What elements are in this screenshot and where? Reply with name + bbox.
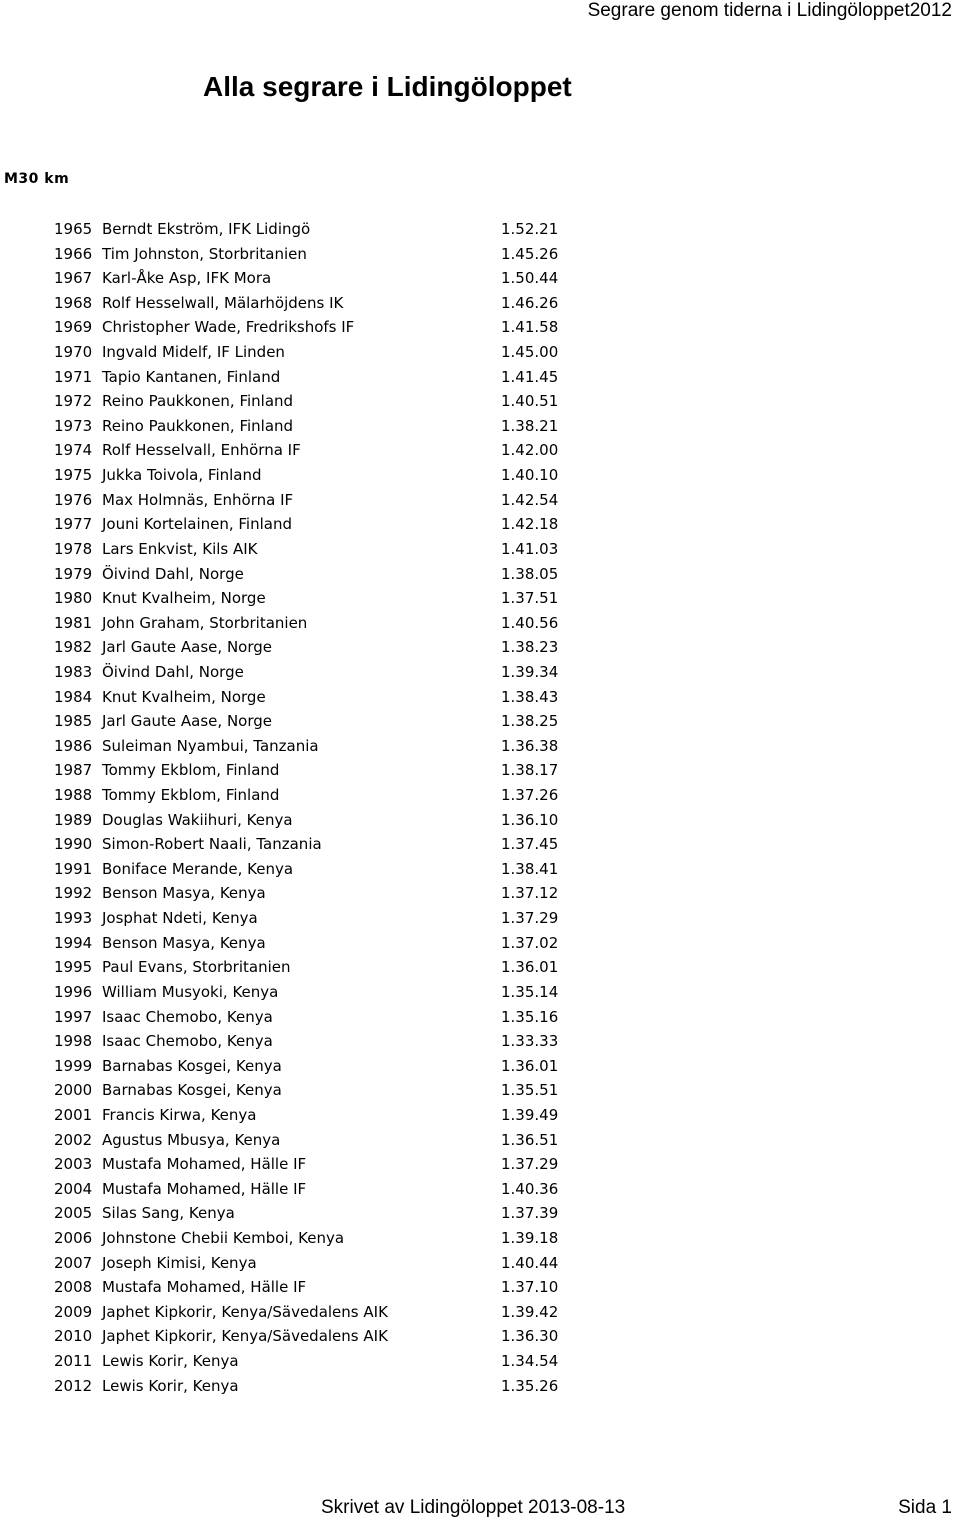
result-row <box>0 711 600 736</box>
result-year: 1990 <box>54 835 93 854</box>
result-row <box>0 1376 600 1401</box>
running-header: Segrare genom tiderna i Lidingöloppet2012 <box>587 0 952 21</box>
result-time: 1.35.51 <box>501 1081 559 1100</box>
result-year: 2000 <box>54 1081 93 1100</box>
result-time: 1.42.54 <box>501 490 559 509</box>
result-year: 2006 <box>54 1228 93 1247</box>
result-winner: Jarl Gaute Aase, Norge <box>102 638 273 657</box>
result-year: 1993 <box>54 909 93 928</box>
result-time: 1.37.45 <box>501 835 559 854</box>
result-winner: Benson Masya, Kenya <box>102 933 266 952</box>
result-winner: Reino Paukkonen, Finland <box>102 392 294 411</box>
result-row <box>0 367 600 392</box>
result-winner: Boniface Merande, Kenya <box>102 859 294 878</box>
result-time: 1.38.25 <box>501 712 559 731</box>
result-time: 1.35.16 <box>501 1007 559 1026</box>
result-row <box>0 244 600 269</box>
result-year: 2004 <box>54 1179 93 1198</box>
result-time: 1.39.42 <box>501 1302 559 1321</box>
result-row <box>0 219 600 244</box>
result-row <box>0 908 600 933</box>
result-row <box>0 687 600 712</box>
result-winner: Jouni Kortelainen, Finland <box>102 515 292 534</box>
result-winner: Tommy Ekblom, Finland <box>102 761 280 780</box>
result-time: 1.36.10 <box>501 810 559 829</box>
result-year: 2007 <box>54 1253 93 1272</box>
result-time: 1.34.54 <box>501 1352 559 1371</box>
result-year: 1998 <box>54 1032 93 1051</box>
result-year: 1977 <box>54 515 93 534</box>
result-winner: Mustafa Mohamed, Hälle IF <box>102 1155 307 1174</box>
result-winner: Japhet Kipkorir, Kenya/Sävedalens AIK <box>102 1327 388 1346</box>
result-winner: Paul Evans, Storbritanien <box>102 958 291 977</box>
result-winner: Isaac Chemobo, Kenya <box>102 1007 273 1026</box>
result-time: 1.40.56 <box>501 613 559 632</box>
result-year: 1974 <box>54 441 93 460</box>
result-row <box>0 1179 600 1204</box>
result-row <box>0 957 600 982</box>
result-year: 1975 <box>54 466 93 485</box>
result-winner: Agustus Mbusya, Kenya <box>102 1130 281 1149</box>
result-winner: Knut Kvalheim, Norge <box>102 589 266 608</box>
result-year: 1985 <box>54 712 93 731</box>
result-year: 1991 <box>54 859 93 878</box>
result-time: 1.36.38 <box>501 736 559 755</box>
result-winner: Johnstone Chebii Kemboi, Kenya <box>102 1228 345 1247</box>
result-row <box>0 613 600 638</box>
result-time: 1.41.58 <box>501 318 559 337</box>
result-year: 1966 <box>54 244 93 263</box>
result-row <box>0 883 600 908</box>
result-year: 2012 <box>54 1376 93 1395</box>
result-winner: Mustafa Mohamed, Hälle IF <box>102 1278 307 1297</box>
result-winner: Douglas Wakiihuri, Kenya <box>102 810 293 829</box>
result-winner: Berndt Ekström, IFK Lidingö <box>102 220 311 238</box>
result-winner: Joseph Kimisi, Kenya <box>102 1253 257 1272</box>
result-year: 1986 <box>54 736 93 755</box>
result-time: 1.52.21 <box>501 220 559 238</box>
result-time: 1.39.18 <box>501 1228 559 1247</box>
result-time: 1.40.51 <box>501 392 559 411</box>
result-time: 1.37.39 <box>501 1204 559 1223</box>
result-year: 1969 <box>54 318 93 337</box>
result-time: 1.41.45 <box>501 367 559 386</box>
result-year: 1992 <box>54 884 93 903</box>
result-time: 1.37.10 <box>501 1278 559 1297</box>
result-row <box>0 1007 600 1032</box>
footer-written-by: Skrivet av Lidingöloppet 2013-08-13 <box>321 1497 626 1518</box>
result-time: 1.36.30 <box>501 1327 559 1346</box>
result-year: 1987 <box>54 761 93 780</box>
result-time: 1.38.21 <box>501 416 559 435</box>
result-winner: Suleiman Nyambui, Tanzania <box>102 736 319 755</box>
result-year: 1976 <box>54 490 93 509</box>
result-year: 2003 <box>54 1155 93 1174</box>
result-year: 1982 <box>54 638 93 657</box>
result-winner: Max Holmnäs, Enhörna IF <box>102 490 294 509</box>
result-year: 1996 <box>54 982 93 1001</box>
result-row <box>0 1326 600 1351</box>
result-winner: Lewis Korir, Kenya <box>102 1352 239 1371</box>
result-time: 1.35.14 <box>501 982 559 1001</box>
result-winner: Isaac Chemobo, Kenya <box>102 1032 273 1051</box>
result-year: 1971 <box>54 367 93 386</box>
result-row <box>0 465 600 490</box>
result-time: 1.37.29 <box>501 909 559 928</box>
result-year: 1994 <box>54 933 93 952</box>
result-row <box>0 1080 600 1105</box>
result-year: 1967 <box>54 269 93 288</box>
result-year: 1989 <box>54 810 93 829</box>
result-row <box>0 539 600 564</box>
result-winner: Tapio Kantanen, Finland <box>102 367 281 386</box>
result-row <box>0 440 600 465</box>
result-time: 1.37.26 <box>501 786 559 805</box>
result-time: 1.39.49 <box>501 1105 559 1124</box>
result-year: 2005 <box>54 1204 93 1223</box>
result-row <box>0 317 600 342</box>
result-winner: William Musyoki, Kenya <box>102 982 279 1001</box>
result-time: 1.40.44 <box>501 1253 559 1272</box>
result-year: 2001 <box>54 1105 93 1124</box>
result-row <box>0 268 600 293</box>
result-row <box>0 1228 600 1253</box>
result-row <box>0 1203 600 1228</box>
result-time: 1.40.36 <box>501 1179 559 1198</box>
result-year: 1999 <box>54 1056 93 1075</box>
result-year: 2008 <box>54 1278 93 1297</box>
result-winner: Francis Kirwa, Kenya <box>102 1105 257 1124</box>
result-winner: Lars Enkvist, Kils AIK <box>102 539 258 558</box>
result-row <box>0 1253 600 1278</box>
result-winner: Ingvald Midelf, IF Linden <box>102 343 285 362</box>
result-winner: Rolf Hesselwall, Mälarhöjdens IK <box>102 293 344 312</box>
result-row <box>0 391 600 416</box>
result-time: 1.36.01 <box>501 1056 559 1075</box>
result-winner: Japhet Kipkorir, Kenya/Sävedalens AIK <box>102 1302 388 1321</box>
result-row <box>0 1031 600 1056</box>
result-row <box>0 490 600 515</box>
result-year: 1995 <box>54 958 93 977</box>
result-winner: Öivind Dahl, Norge <box>102 564 244 583</box>
result-time: 1.39.34 <box>501 662 559 681</box>
result-winner: Mustafa Mohamed, Hälle IF <box>102 1179 307 1198</box>
result-time: 1.38.43 <box>501 687 559 706</box>
result-year: 1988 <box>54 786 93 805</box>
result-year: 2002 <box>54 1130 93 1149</box>
result-time: 1.38.05 <box>501 564 559 583</box>
result-winner: Josphat Ndeti, Kenya <box>102 909 258 928</box>
result-winner: Jarl Gaute Aase, Norge <box>102 712 273 731</box>
result-year: 1972 <box>54 392 93 411</box>
result-winner: Öivind Dahl, Norge <box>102 662 244 681</box>
result-time: 1.46.26 <box>501 293 559 312</box>
results-list <box>0 219 600 1400</box>
result-winner: Tommy Ekblom, Finland <box>102 786 280 805</box>
result-winner: Karl-Åke Asp, IFK Mora <box>102 269 272 288</box>
result-time: 1.37.51 <box>501 589 559 608</box>
result-winner: Knut Kvalheim, Norge <box>102 687 266 706</box>
result-row <box>0 736 600 761</box>
result-winner: Barnabas Kosgei, Kenya <box>102 1056 282 1075</box>
result-year: 1968 <box>54 293 93 312</box>
result-row <box>0 637 600 662</box>
result-time: 1.42.18 <box>501 515 559 534</box>
result-winner: Silas Sang, Kenya <box>102 1204 235 1223</box>
result-row <box>0 859 600 884</box>
result-winner: John Graham, Storbritanien <box>102 613 308 632</box>
result-row <box>0 293 600 318</box>
result-year: 2010 <box>54 1327 93 1346</box>
result-row <box>0 785 600 810</box>
result-row <box>0 1277 600 1302</box>
result-time: 1.37.29 <box>501 1155 559 1174</box>
result-time: 1.41.03 <box>501 539 559 558</box>
result-row <box>0 514 600 539</box>
result-year: 1965 <box>54 220 93 238</box>
result-year: 2011 <box>54 1352 93 1371</box>
result-time: 1.36.01 <box>501 958 559 977</box>
result-time: 1.38.41 <box>501 859 559 878</box>
result-row <box>0 1154 600 1179</box>
result-winner: Tim Johnston, Storbritanien <box>102 244 307 263</box>
result-row <box>0 1351 600 1376</box>
result-row <box>0 1105 600 1130</box>
result-time: 1.38.23 <box>501 638 559 657</box>
result-year: 1973 <box>54 416 93 435</box>
result-year: 2009 <box>54 1302 93 1321</box>
result-year: 1997 <box>54 1007 93 1026</box>
result-row <box>0 662 600 687</box>
result-row <box>0 933 600 958</box>
section-heading: M30 km <box>4 171 70 187</box>
result-row <box>0 416 600 441</box>
result-row <box>0 760 600 785</box>
result-time: 1.40.10 <box>501 466 559 485</box>
result-winner: Lewis Korir, Kenya <box>102 1376 239 1395</box>
result-row <box>0 982 600 1007</box>
result-year: 1970 <box>54 343 93 362</box>
result-winner: Rolf Hesselvall, Enhörna IF <box>102 441 301 460</box>
result-time: 1.45.00 <box>501 343 559 362</box>
result-time: 1.50.44 <box>501 269 559 288</box>
page-title: Alla segrare i Lidingöloppet <box>203 71 572 102</box>
result-time: 1.37.12 <box>501 884 559 903</box>
result-time: 1.38.17 <box>501 761 559 780</box>
result-year: 1980 <box>54 589 93 608</box>
result-row <box>0 1130 600 1155</box>
result-winner: Christopher Wade, Fredrikshofs IF <box>102 318 355 337</box>
result-year: 1983 <box>54 662 93 681</box>
result-winner: Reino Paukkonen, Finland <box>102 416 294 435</box>
result-row <box>0 588 600 613</box>
result-time: 1.35.26 <box>501 1376 559 1395</box>
result-year: 1981 <box>54 613 93 632</box>
result-time: 1.36.51 <box>501 1130 559 1149</box>
result-year: 1978 <box>54 539 93 558</box>
result-time: 1.33.33 <box>501 1032 559 1051</box>
page-number: Sida 1 <box>898 1497 952 1518</box>
result-row <box>0 1302 600 1327</box>
result-row <box>0 1056 600 1081</box>
result-time: 1.45.26 <box>501 244 559 263</box>
result-year: 1979 <box>54 564 93 583</box>
result-row <box>0 810 600 835</box>
result-row <box>0 834 600 859</box>
result-winner: Simon-Robert Naali, Tanzania <box>102 835 322 854</box>
result-time: 1.42.00 <box>501 441 559 460</box>
result-winner: Jukka Toivola, Finland <box>102 466 262 485</box>
result-time: 1.37.02 <box>501 933 559 952</box>
result-row <box>0 564 600 589</box>
result-winner: Benson Masya, Kenya <box>102 884 266 903</box>
result-row <box>0 342 600 367</box>
result-winner: Barnabas Kosgei, Kenya <box>102 1081 282 1100</box>
result-year: 1984 <box>54 687 93 706</box>
